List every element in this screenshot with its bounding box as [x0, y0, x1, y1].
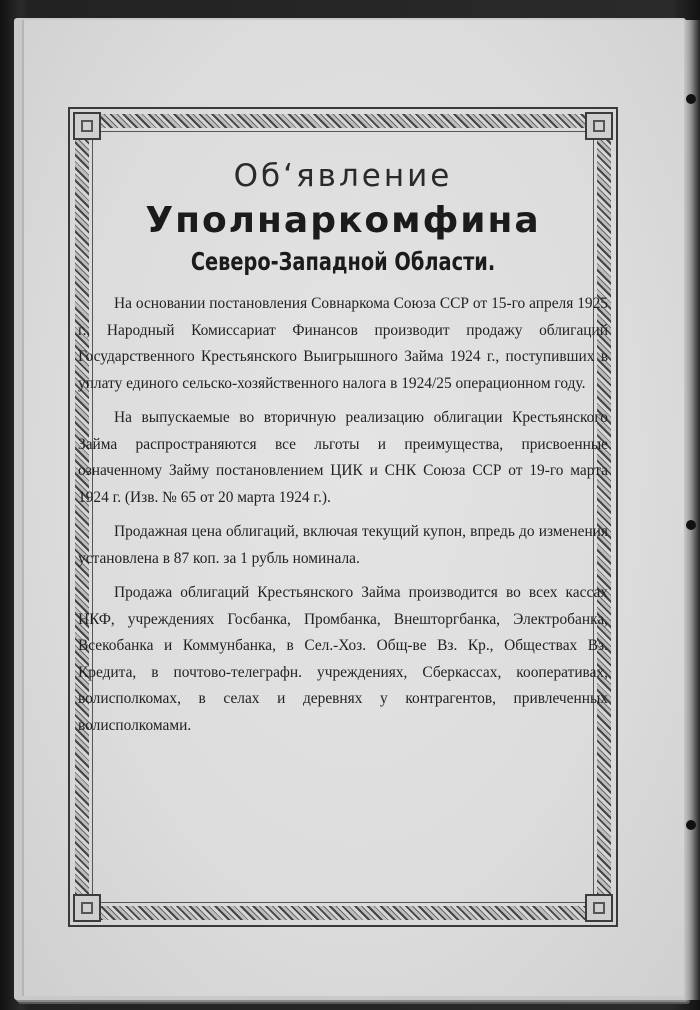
binding-edge: [684, 20, 700, 1000]
announcement-content: [74, 157, 612, 747]
binding-hole: [686, 94, 696, 104]
paragraph: На выпускаемые во вторичную реализацию облигации Крестьянского Займа распространяются все льготы и преимущества, присвоенные означенному Займу постановлением ЦИК и СНК Союза ССР от 19-го марта 1924 г. (Изв. № 65 от 20 марта 1924 г.).: [78, 409, 608, 506]
paragraph: Продажная цена облигаций, включая текущий купон, впредь до изменения установлена в 87 коп. за 1 рубль номинала.: [78, 523, 608, 567]
binding-hole: [686, 820, 696, 830]
ornamental-frame: [68, 107, 618, 927]
binding-hole: [686, 520, 696, 530]
frame-corner-ornament: [585, 112, 613, 140]
frame-corner-ornament: [585, 894, 613, 922]
announcement-issuer: Уполнаркомфина: [145, 200, 541, 241]
announcement-title: Об‘явление: [233, 158, 453, 194]
paragraph: На основании постановления Совнаркома Союза ССР от 15-го апреля 1925 г., Народный Комиссариат Финансов производит продажу облигаций Государственного Крестьянского Выигрышного Займа 1924 г., поступивших в уплату единого сельско-хозяйственного налога в 1924/25 операционном году.: [78, 295, 608, 392]
frame-corner-ornament: [73, 894, 101, 922]
announcement-body: [74, 291, 612, 739]
paragraph: Продажа облигаций Крестьянского Займа производится во всех кассах НКФ, учреждениях Госбанка, Промбанка, Внешторгбанка, Электробанка, Всекобанка и Коммунбанка, в Сел.-Хоз. Общ-ве Вз. Кр., Обществах Вз. Кредита, в почтово-телеграфн. учреждениях, Сберкассах, кооперативах, волисполкомах, в селах и деревнях у контрагентов, привлеченных волисполкомами.: [78, 584, 608, 734]
frame-corner-ornament: [73, 112, 101, 140]
announcement-region: Северо-Западной Области.: [190, 247, 496, 276]
